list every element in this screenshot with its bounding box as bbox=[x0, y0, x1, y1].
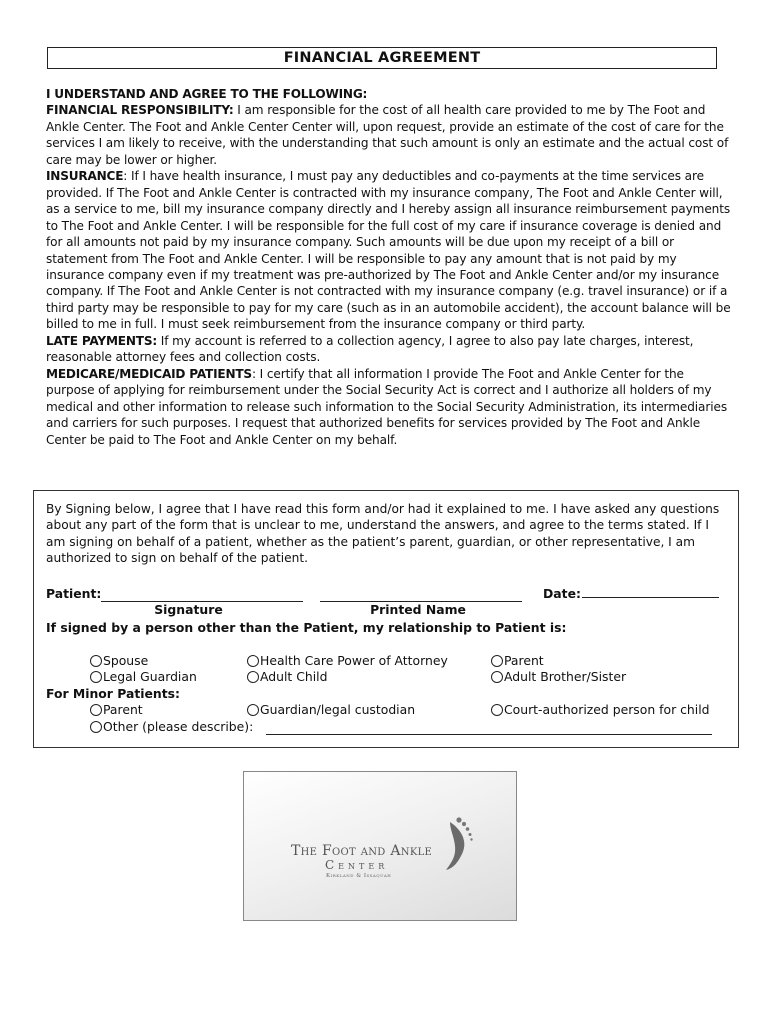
logo-name: The Foot and Ankle bbox=[291, 843, 433, 859]
option-minor-parent[interactable] bbox=[90, 702, 143, 717]
section-label: LATE PAYMENTS: bbox=[46, 333, 157, 348]
section-late-payments bbox=[46, 333, 736, 366]
radio-circle-icon[interactable] bbox=[247, 704, 259, 716]
option-label: Parent bbox=[504, 653, 544, 668]
date-label: Date: bbox=[543, 586, 581, 601]
section-financial-responsibility bbox=[46, 102, 736, 168]
option-label: Adult Brother/Sister bbox=[504, 669, 627, 684]
printed-name-caption: Printed Name bbox=[370, 602, 466, 617]
agreement-text bbox=[46, 86, 736, 448]
option-legal-guardian[interactable] bbox=[90, 669, 197, 684]
option-label: Other (please describe): bbox=[103, 719, 254, 734]
radio-circle-icon[interactable] bbox=[491, 655, 503, 667]
option-label: Legal Guardian bbox=[103, 669, 197, 684]
option-label: Spouse bbox=[103, 653, 149, 668]
option-adult-child[interactable] bbox=[247, 669, 327, 684]
option-parent[interactable] bbox=[491, 653, 544, 668]
section-text: : If I have health insurance, I must pay any deductibles and co-payments at the time services are provided. If The Foot and Ankle Center is contracted with my insurance company, The Foot and Ankle Center will, as a service to me, bill my insurance company directly and I hereby assign all insurance reimbursement payments to The Foot and Ankle Center. I will be responsible for the full cost of my care if insurance coverage is denied and for all amounts not paid by my insurance company. Such amounts will be due upon my receipt of a bill or statement from The Foot and Ankle Center. I will be responsible to pay any amount that is not paid by my insurance company even if my treatment was pre-authorized by The Foot and Ankle Center and/or my insurance company. If The Foot and Ankle Center is not contracted with my insurance company (e.g. travel insurance) or if a third party may be responsible to pay for my care (such as in an automobile accident), the account balance will be billed to me in full. I must seek reimbursement from the insurance company or third party. bbox=[46, 169, 731, 332]
option-label: Guardian/legal custodian bbox=[260, 702, 416, 717]
option-spouse[interactable] bbox=[90, 653, 148, 668]
clinic-logo bbox=[243, 771, 517, 921]
logo-locations: Kirkland & Issaquah bbox=[326, 873, 392, 879]
option-label: Parent bbox=[103, 702, 143, 717]
radio-circle-icon[interactable] bbox=[90, 721, 102, 733]
section-text: If my account is referred to a collection agency, I agree to also pay late charges, interest, reasonable attorney fees and collection costs. bbox=[46, 333, 694, 365]
option-label: Health Care Power of Attorney bbox=[260, 653, 448, 668]
section-text: I am responsible for the cost of all health care provided to me by The Foot and Ankle Center. The Foot and Ankle Center Center will, upon request, provide an estimate of the cost of care for the services I am likely to receive, with the understanding that such amount is only an estimate and the actual cost of care may be lower or higher. bbox=[46, 103, 729, 167]
signature-section bbox=[33, 490, 739, 748]
radio-circle-icon[interactable] bbox=[491, 671, 503, 683]
option-label: Court-authorized person for child bbox=[504, 702, 710, 717]
option-adult-sibling[interactable] bbox=[491, 669, 626, 684]
radio-circle-icon[interactable] bbox=[90, 704, 102, 716]
radio-circle-icon[interactable] bbox=[491, 704, 503, 716]
section-medicare-medicaid bbox=[46, 366, 736, 448]
relationship-prompt: If signed by a person other than the Patient, my relationship to Patient is: bbox=[46, 620, 567, 635]
radio-circle-icon[interactable] bbox=[90, 671, 102, 683]
radio-circle-icon[interactable] bbox=[247, 671, 259, 683]
section-label: FINANCIAL RESPONSIBILITY: bbox=[46, 103, 234, 118]
foot-logo-icon bbox=[440, 816, 476, 874]
other-description-line[interactable] bbox=[266, 734, 712, 735]
signature-intro: By Signing below, I agree that I have read this form and/or had it explained to me. I have asked any questions about any part of the form that is unclear to me, understand the answers, and agree to the terms stated. If I am signing on behalf of a patient, whether as the patient’s parent, guardian, or other representative, I am authorized to sign on behalf of the patient. bbox=[46, 502, 720, 566]
section-label: MEDICARE/MEDICAID PATIENTS bbox=[46, 366, 252, 381]
logo-center: Center bbox=[325, 858, 389, 872]
patient-label: Patient: bbox=[46, 586, 102, 601]
option-guardian-custodian[interactable] bbox=[247, 702, 415, 717]
document-title: FINANCIAL AGREEMENT bbox=[47, 47, 717, 69]
option-court-authorized[interactable] bbox=[491, 702, 710, 717]
option-other[interactable] bbox=[90, 719, 253, 734]
radio-circle-icon[interactable] bbox=[247, 655, 259, 667]
section-label: INSURANCE bbox=[46, 169, 124, 184]
option-health-care-poa[interactable] bbox=[247, 653, 448, 668]
signature-caption: Signature bbox=[154, 602, 223, 617]
date-line[interactable] bbox=[582, 597, 719, 598]
minor-patients-label: For Minor Patients: bbox=[46, 686, 180, 701]
section-insurance bbox=[46, 168, 736, 333]
radio-circle-icon[interactable] bbox=[90, 655, 102, 667]
agreement-heading: I UNDERSTAND AND AGREE TO THE FOLLOWING: bbox=[46, 87, 368, 101]
option-label: Adult Child bbox=[260, 669, 328, 684]
section-text: : I certify that all information I provide The Foot and Ankle Center for the purpose of applying for reimbursement under the Social Security Act is correct and I authorize all holders of my medical and other information to release such information to the Social Security Administration, its intermediaries and carriers for such purposes. I request that authorized benefits for services provided by The Foot and Ankle Center be paid to The Foot and Ankle Center on my behalf. bbox=[46, 366, 728, 447]
